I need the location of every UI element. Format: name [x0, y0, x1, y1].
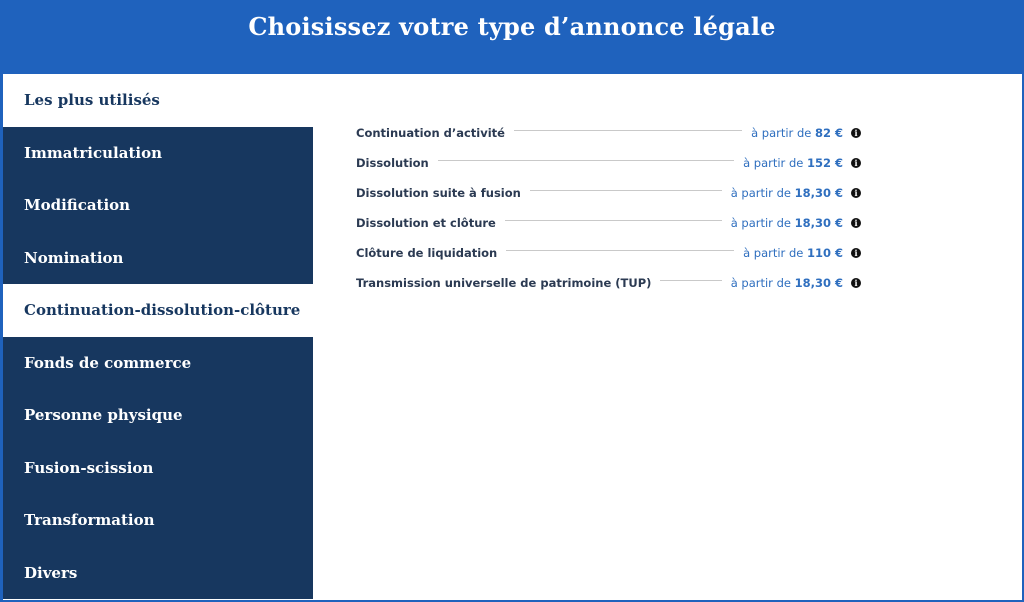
- category-modification[interactable]: [3, 179, 313, 232]
- announcement-row[interactable]: [356, 118, 861, 148]
- content-panel: [3, 74, 1022, 600]
- category-label: Divers: [24, 563, 78, 582]
- dotted-leader: [505, 220, 722, 221]
- announcement-name[interactable]: Transmission universelle de patrimoine (TUP): [356, 276, 652, 290]
- announcement-row[interactable]: [356, 148, 861, 178]
- announcement-price: à partir de 82 €: [751, 126, 843, 140]
- announcement-name[interactable]: Clôture de liquidation: [356, 246, 498, 260]
- announcement-row[interactable]: [356, 178, 861, 208]
- category-label: Les plus utilisés: [24, 91, 160, 110]
- info-icon[interactable]: i: [851, 278, 861, 288]
- category-continuation-dissolution-cloture[interactable]: [3, 284, 313, 337]
- category-label: Nomination: [24, 248, 124, 267]
- announcement-row[interactable]: [356, 238, 861, 268]
- category-immatriculation[interactable]: [3, 127, 313, 180]
- announcement-name[interactable]: Dissolution: [356, 156, 429, 170]
- category-sidebar: [3, 74, 313, 600]
- category-label: Continuation-dissolution-clôture: [24, 301, 301, 320]
- dotted-leader: [514, 130, 742, 131]
- dotted-leader: [530, 190, 722, 191]
- category-nomination[interactable]: [3, 232, 313, 285]
- category-label: Personne physique: [24, 406, 183, 425]
- dotted-leader: [660, 280, 721, 281]
- dotted-leader: [506, 250, 734, 251]
- category-label: Fonds de commerce: [24, 353, 192, 372]
- announcement-list: [356, 118, 861, 298]
- category-label: Fusion-scission: [24, 458, 154, 477]
- announcement-name[interactable]: Dissolution suite à fusion: [356, 186, 521, 200]
- announcement-row[interactable]: [356, 268, 861, 298]
- info-icon[interactable]: i: [851, 248, 861, 258]
- category-les-plus-utilises[interactable]: [3, 74, 313, 127]
- category-fusion-scission[interactable]: [3, 442, 313, 495]
- announcement-price: à partir de 18,30 €: [730, 186, 843, 200]
- announcement-name[interactable]: Continuation d’activité: [356, 126, 505, 140]
- announcement-price: à partir de 18,30 €: [730, 276, 843, 290]
- announcement-price: à partir de 110 €: [743, 246, 843, 260]
- info-icon[interactable]: i: [851, 128, 861, 138]
- page-title: Choisissez votre type d’annonce légale: [248, 11, 776, 41]
- category-transformation[interactable]: [3, 494, 313, 547]
- info-icon[interactable]: i: [851, 218, 861, 228]
- category-fonds-de-commerce[interactable]: [3, 337, 313, 390]
- category-label: Transformation: [24, 511, 155, 530]
- category-personne-physique[interactable]: [3, 389, 313, 442]
- dotted-leader: [438, 160, 734, 161]
- info-icon[interactable]: i: [851, 188, 861, 198]
- category-label: Modification: [24, 196, 131, 215]
- announcement-price: à partir de 152 €: [743, 156, 843, 170]
- category-divers[interactable]: [3, 547, 313, 600]
- info-icon[interactable]: i: [851, 158, 861, 168]
- announcement-name[interactable]: Dissolution et clôture: [356, 216, 496, 230]
- announcement-row[interactable]: [356, 208, 861, 238]
- category-label: Immatriculation: [24, 143, 163, 162]
- announcement-price: à partir de 18,30 €: [730, 216, 843, 230]
